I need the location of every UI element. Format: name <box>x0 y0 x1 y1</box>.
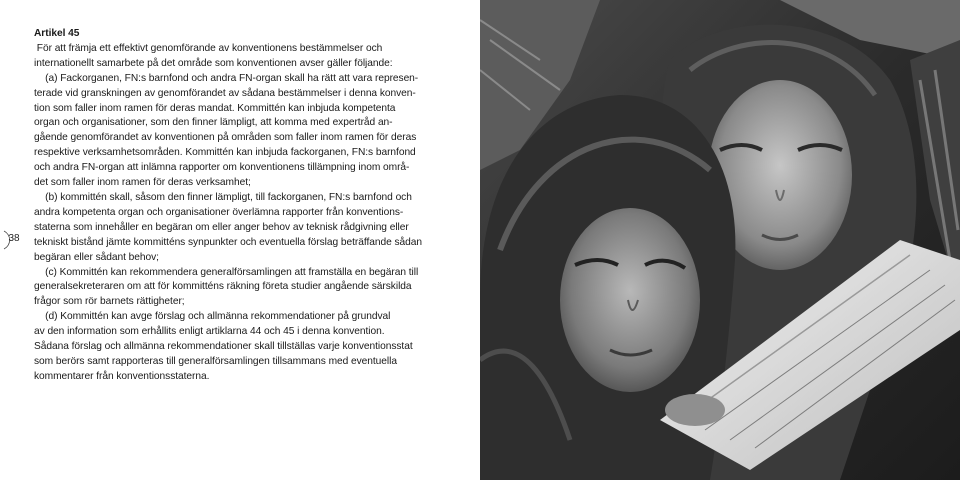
article-line: frågor som rör barnets rättigheter; <box>34 296 185 308</box>
article-line: gående genomförandet av konventionen på områden som faller inom ramen för deras <box>34 132 417 144</box>
article-line: organ och organisationer, som den finner lämpligt, att komma med expertråd an- <box>34 117 393 129</box>
article-line: kommentarer från konventionsstaterna. <box>34 370 210 382</box>
page-number: 38 <box>8 233 20 244</box>
article-line: Sådana förslag och allmänna rekommendationer skall tillställas varje konventionsstat <box>34 341 413 353</box>
article-line: tekniskt bistånd jämte kommitténs synpunkter och eventuella förslag beträffande sådan <box>34 236 423 248</box>
article-line: (b) kommittén skall, såsom den finner lämpligt, till fackorganen, FN:s barnfond och <box>34 191 412 203</box>
article-line: av den information som erhållits enligt artiklarna 44 och 45 i denna konvention. <box>34 326 385 338</box>
article-title: Artikel 45 <box>34 28 80 39</box>
article-line: som berörs samt rapporteras till generalförsamlingen tillsammans med eventuella <box>34 355 397 367</box>
article-line: (d) Kommittén kan avge förslag och allmänna rekommendationer på grundval <box>34 311 391 323</box>
article-line: andra kompetenta organ och organisationer överlämna rapporter från konventions- <box>34 206 404 218</box>
article-line: staterna som innehåller en begäran om eller anger behov av teknisk rådgivning eller <box>34 221 409 233</box>
article-line: det som faller inom ramen för deras verksamhet; <box>34 177 251 189</box>
article-line: och andra FN-organ att inlämna rapporter om konventionens tillämpning inom områ- <box>34 162 410 174</box>
article-line: (c) Kommittén kan rekommendera generalförsamlingen att framställa en begäran till <box>34 266 419 278</box>
article-line: (a) Fackorganen, FN:s barnfond och andra FN-organ skall ha rätt att vara represen- <box>34 72 419 84</box>
article-line: begäran eller sådant behov; <box>34 251 159 263</box>
article-line: terade vid granskningen av genomförandet av sådana bestämmelser i denna konven- <box>34 87 416 99</box>
page-number-marker <box>2 228 26 252</box>
article-body <box>34 42 448 385</box>
photo-illustration <box>480 0 960 480</box>
article-line: tion som faller inom ramen för deras mandat. Kommittén kan inbjuda kompetenta <box>34 102 396 114</box>
photo-two-girls-reading <box>480 0 960 480</box>
article-text <box>34 27 448 385</box>
article-line: För att främja ett effektivt genomförande av konventionens bestämmelser och <box>34 42 383 54</box>
article-line: internationellt samarbete på det område som konventionen avser gäller följande: <box>34 57 393 69</box>
article-line: respektive verksamhetsområden. Kommittén kan inbjuda fackorganen, FN:s barnfond <box>34 147 416 159</box>
article-line: generalsekreteraren om att för kommitténs räkning företa studier angående särskilda <box>34 281 412 293</box>
